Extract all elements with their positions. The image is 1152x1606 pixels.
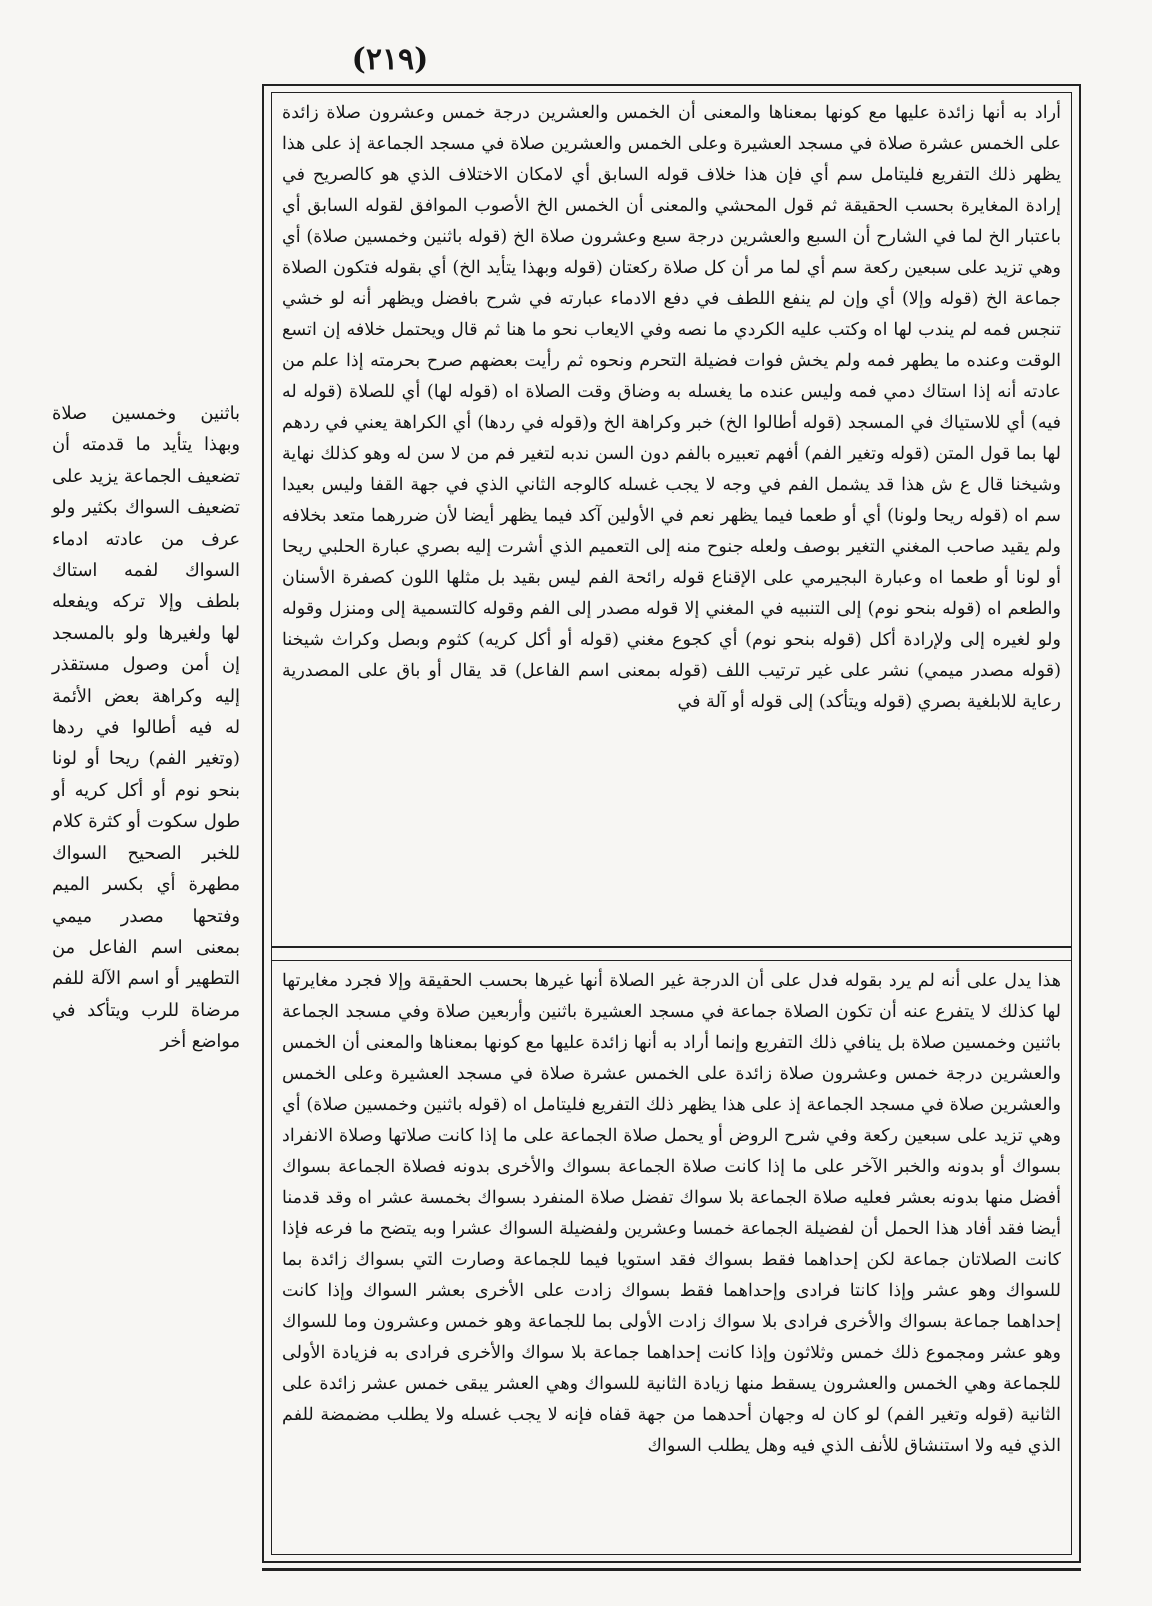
margin-note-text: باثنين وخمسين صلاة وبهذا يتأيد ما قدمته أن تضعيف الجماعة يزيد على تضعيف السواك بكثير ولو عرف من عادته ادماء السواك لفمه استاك بلطف وإلا تركه ويفعله لها ولغيرها ولو بالمسجد إن أمن وصول مستقذر إليه وكراهة بعض الأئمة له فيه أطالوا في ردها (وتغير الفم) ريحا أو لونا بنحو نوم أو أكل كريه أو طول سكوت أو كثرة كلام للخبر الصحيح السواك مطهرة أي بكسر الميم وفتحها مصدر ميمي بمعنى اسم الفاعل من التطهير أو اسم الآلة للفم مرضاة للرب ويتأكد في مواضع أخر <box>52 403 240 1053</box>
lower-commentary-text: هذا يدل على أنه لم يرد بقوله فدل على أن الدرجة غير الصلاة أنها غيرها بحسب الحقيقة وإلا فجرد مغايرتها لها كذلك لا يتفرع عنه أن تكون الصلاة جماعة في مسجد العشيرة باثنين وأربعين صلاة وفي مسجد الجماعة باثنين وخمسين صلاة بل ينافي ذلك التفريع وإنما أراد به أنها زائدة عليها مع كونها بمعناها والمعنى أن الخمس والعشرين درجة خمس وعشرون صلاة زائدة على الخمس عشرة صلاة في مسجد العشيرة وعلى الخمس والعشرين صلاة في مسجد الجماعة إذ على هذا يظهر ذلك التفريع فليتامل اه (قوله باثنين وخمسين صلاة) أي وهي تزيد على سبعين ركعة وفي شرح الروض أو يحمل صلاة الجماعة على ما إذا كانت صلاتها وصلاة الانفراد بسواك أو بدونه والخبر الآخر على ما إذا كانت صلاة الجماعة بسواك والأخرى بدونه فصلاة الجماعة بسواك أفضل منها بدونه بعشر فعليه صلاة الجماعة بلا سواك تفضل صلاة المنفرد بسواك بخمسة عشر اه وقد قدمنا أيضا فقد أفاد هذا الحمل أن لفضيلة الجماعة خمسا وعشرين ولفضيلة السواك عشرا وبه يتضح ما فرعه فإذا كانت الصلاتان جماعة لكن إحداهما فقط بسواك فقد استويا فيما للجماعة وصارت التي بسواك زائدة بما للسواك وهو عشر وإذا كانتا فرادى وإحداهما فقط بسواك زادت على الأخرى بعشر السواك وإذا كانت إحداهما جماعة بسواك والأخرى فرادى بلا سواك زادت الأولى بما للجماعة وهو خمس وعشرون وما للسواك وهو عشر ومجموع ذلك خمس وثلاثون وإذا كانت إحداهما جماعة بلا سواك والأخرى فرادى به فزيادة الأولى للجماعة وهي الخمس والعشرون يسقط منها زيادة الثانية للسواك وهي العشر يبقى خمس عشر زائدة على الثانية (قوله وتغير الفم) لو كان له وجهان أحدهما من جهة قفاه فإنه لا يجب غسله ولا يطلب مضمضة للفم الذي فيه ولا استنشاق للأنف الذي فيه وهل يطلب السواك <box>282 971 1062 1456</box>
margin-note <box>52 398 240 1053</box>
page-number: (٢١٩) <box>351 42 429 77</box>
lower-commentary <box>282 966 1061 1546</box>
upper-commentary-text: أراد به أنها زائدة عليها مع كونها بمعناها والمعنى أن الخمس والعشرين درجة خمس وعشرون صلاة زائدة على الخمس عشرة صلاة في مسجد العشيرة وعلى الخمس والعشرين صلاة في مسجد الجماعة إذ على هذا يظهر ذلك التفريع فليتامل سم أي فإن هذا خلاف قوله السابق أي لامكان الاختلاف الذي هو كالصريح في إرادة المغايرة بحسب الحقيقة ثم قول المحشي والمعنى أن الخمس الخ الأصوب الموافق لقوله السابق أي باعتبار الخ لما في الشارح أن السبع والعشرين درجة سبع وعشرون صلاة الخ (قوله باثنين وخمسين صلاة) أي وهي تزيد على سبعين ركعة سم أي لما مر أن كل صلاة ركعتان (قوله وبهذا يتأيد الخ) أي بقوله فتكون الصلاة جماعة الخ (قوله وإلا) أي وإن لم ينفع اللطف في دفع الادماء عبارته في شرح بافضل ويظهر أنه لو خشي تنجس فمه لم يندب لها اه وكتب عليه الكردي ما نصه وفي الايعاب نحو ما هنا ثم قال ويحتمل خلافه إن اتسع الوقت وعنده ما يطهر فمه ولم يخش فوات فضيلة التحرم ونحوه ثم رأيت بعضهم صرح بحرمته إذا علم من عادته أنه إذا استاك دمي فمه وليس عنده ما يغسله به وضاق وقت الصلاة اه (قوله لها) أي للصلاة (قوله له فيه) أي للاستياك في المسجد (قوله أطالوا الخ) خبر وكراهة الخ و(قوله في ردها) أي الكراهة يعني في ردهم لها بما قول المتن (قوله وتغير الفم) أفهم تعبيره بالفم دون السن ندبه لتغير فم من لا سن له وهو كذلك نهاية وشيخنا قال ع ش هذا قد يشمل الفم في وجه لا يجب غسله كالوجه الثاني الذي في جهة القفا وليس بعيدا سم اه (قوله ريحا ولونا) أي أو طعما فيما يظهر نعم في الأولين آكد فيما يظهر أيضا لأن ضررهما متعد بخلافه ولم يقيد صاحب المغني التغير بوصف ولعله جنوح منه إلى التعميم الذي أشرت إليه بصري عبارة الحلبي ريحا أو لونا أو طعما اه وعبارة البجيرمي على الإقناع قوله رائحة الفم ليس بقيد بل مثلها اللون كصفرة الأسنان والطعم اه (قوله بنحو نوم) إلى التنبيه في المغني إلا قوله مصدر إلى الفم وقوله كالتسمية إلى ومنزل وقوله ولو لغيره إلى ولإرادة أكل (قوله بنحو نوم) أي كجوع مغني (قوله أو أكل كريه) كثوم وبصل وكراث شيخنا (قوله مصدر ميمي) نشر على غير ترتيب اللف (قوله بمعنى اسم الفاعل) قد يقال أو باق على المصدرية رعاية للابلغية بصري (قوله ويتأكد) إلى قوله أو آلة في <box>282 103 1061 712</box>
section-divider <box>272 946 1071 961</box>
bottom-rule <box>262 1568 1081 1571</box>
upper-commentary <box>282 98 1061 946</box>
commentary-frame <box>262 84 1081 1563</box>
